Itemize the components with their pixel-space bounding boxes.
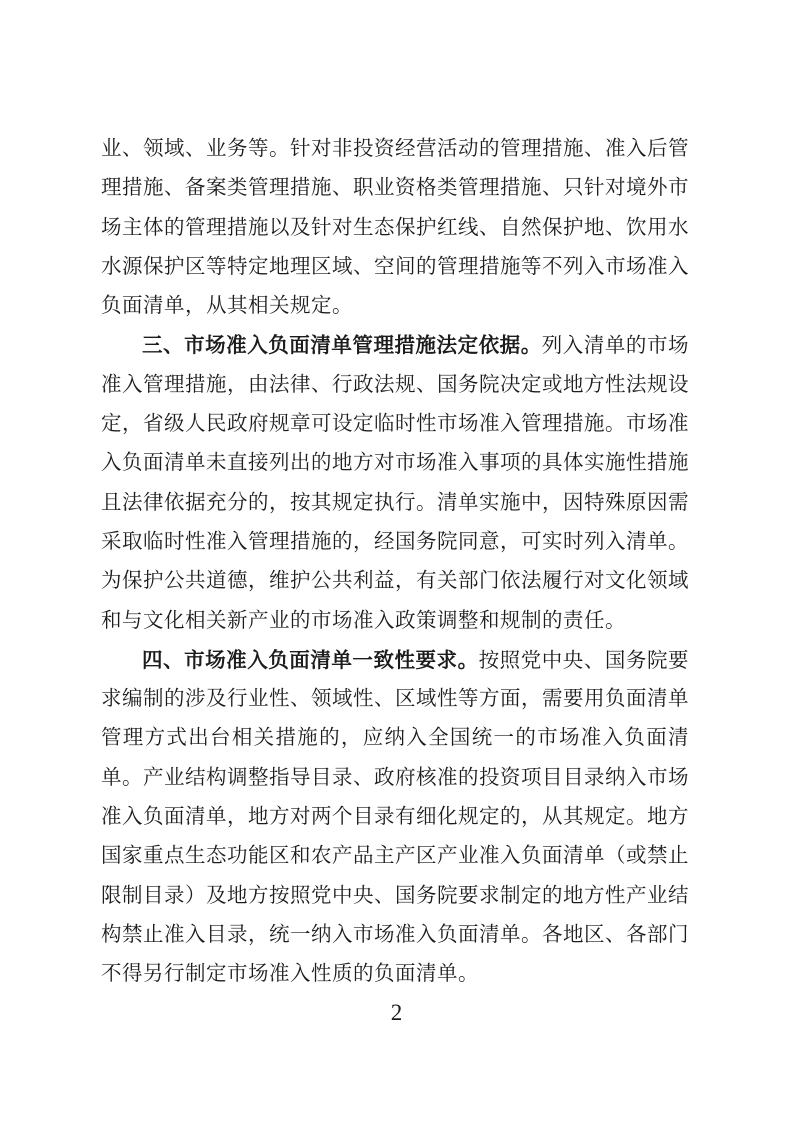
text-line: 且法律依据充分的，按其规定执行。清单实施中，因特殊原因需	[101, 491, 689, 514]
text-line: 业、领域、业务等。针对非投资经营活动的管理措施、准入后管	[101, 138, 689, 160]
text-line: 和与文化相关新产业的市场准入政策调整和规制的责任。	[101, 609, 626, 632]
text-line: 构禁止准入目录，统一纳入市场准入负面清单。各地区、各部门	[101, 923, 689, 946]
text-run: 列入清单的市场	[541, 335, 689, 358]
document-body	[101, 130, 689, 995]
text-line: 不得另行制定市场准入性质的负面清单。	[101, 963, 479, 986]
text-line: 管理方式出台相关措施的，应纳入全国统一的市场准入负面清	[101, 727, 689, 750]
text-line: 采取临时性准入管理措施的，经国务院同意，可实时列入清单。	[101, 530, 689, 553]
text-line: 入负面清单未直接列出的地方对市场准入事项的具体实施性措施	[101, 452, 689, 475]
page-number: 2	[390, 1000, 403, 1025]
text-line: 国家重点生态功能区和农产品主产区产业准入负面清单（或禁止	[101, 845, 689, 868]
text-run: 按照党中央、国务院要	[478, 649, 689, 672]
paragraph-lead-line	[101, 326, 689, 365]
text-line: 单。产业结构调整指导目录、政府核准的投资项目目录纳入市场	[101, 766, 689, 789]
section-heading: 四、市场准入负面清单一致性要求。	[142, 648, 479, 672]
text-line: 限制目录）及地方按照党中央、国务院要求制定的地方性产业结	[101, 884, 689, 907]
section-heading: 三、市场准入负面清单管理措施法定依据。	[142, 334, 542, 358]
text-line: 定，省级人民政府规章可设定临时性市场准入管理措施。市场准	[101, 413, 689, 436]
text-line: 水源保护区等特定地理区域、空间的管理措施等不列入市场准入	[101, 255, 689, 278]
paragraph-lead-line	[101, 641, 689, 680]
text-line: 为保护公共道德，维护公共利益，有关部门依法履行对文化领域	[101, 570, 689, 593]
text-line: 场主体的管理措施以及针对生态保护红线、自然保护地、饮用水	[101, 216, 689, 239]
text-line: 准入负面清单，地方对两个目录有细化规定的，从其规定。地方	[101, 806, 689, 829]
text-line: 准入管理措施，由法律、行政法规、国务院决定或地方性法规设	[101, 373, 689, 396]
text-line: 求编制的涉及行业性、领域性、区域性等方面，需要用负面清单	[101, 688, 689, 711]
text-line: 理措施、备案类管理措施、职业资格类管理措施、只针对境外市	[101, 177, 689, 200]
text-line: 负面清单，从其相关规定。	[101, 295, 353, 318]
